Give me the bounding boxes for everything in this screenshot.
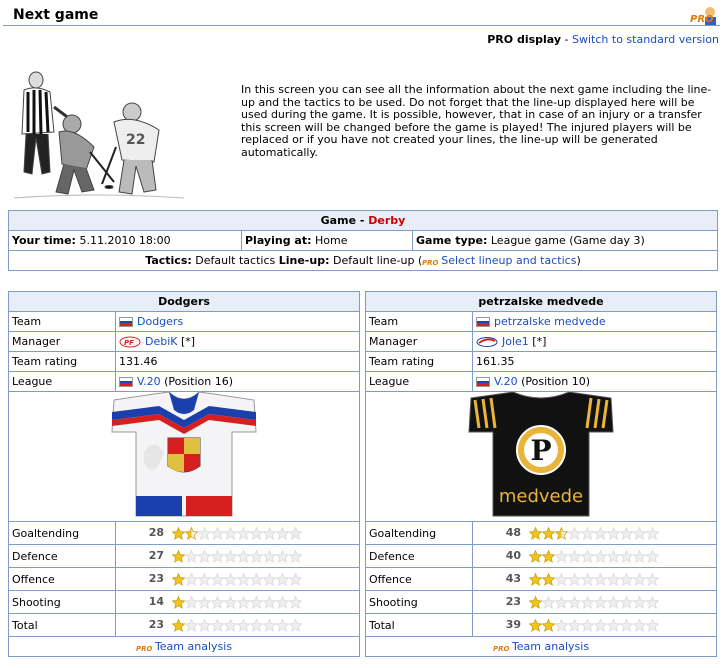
away-team-table [365, 291, 717, 657]
star-icon [185, 596, 198, 609]
star-icon [646, 527, 659, 540]
star-icon [594, 573, 607, 586]
svg-text:P: P [530, 434, 552, 467]
total-label: Total [9, 614, 116, 637]
lineup-value: Default line-up ( [332, 254, 423, 267]
star-icon [263, 550, 276, 563]
star-icon [529, 527, 542, 540]
shooting-label: Shooting [9, 591, 116, 614]
star-icon [289, 527, 302, 540]
star-icon [276, 550, 289, 563]
defence-value: 27 [148, 549, 164, 563]
playing-at-cell: Playing at: Home [242, 231, 413, 251]
intro-text: In this screen you can see all the information about the next game including the line-up and the tactics to be used. Do not forget that the line-up displayed here will be used during the game. It is possible, however, that in case of an injury or a transfer this screen will be changed before the game is played! The injured players will be replaced or if you have not created your lines, the line-up will be generated automatically. [241, 83, 712, 159]
star-icon [250, 619, 263, 632]
offence-label: Offence [9, 568, 116, 591]
league-link[interactable]: V.20 [137, 375, 161, 388]
manager-logo-icon [119, 336, 141, 348]
team-analysis-link[interactable]: Team analysis [511, 640, 590, 653]
star-icon [542, 619, 555, 632]
star-icon [172, 619, 185, 632]
offence-value: 43 [505, 572, 521, 586]
star-icon [555, 596, 568, 609]
team-jersey-image [461, 392, 621, 518]
star-icon [198, 527, 211, 540]
star-icon [529, 596, 542, 609]
star-icon [581, 619, 594, 632]
star-icon [276, 527, 289, 540]
league-link[interactable]: V.20 [494, 375, 518, 388]
pro-icon [136, 642, 152, 653]
league-position: (Position 16) [164, 375, 234, 388]
star-icon [594, 550, 607, 563]
goaltending-label: Goaltending [366, 522, 473, 545]
star-icon [224, 619, 237, 632]
star-icon [646, 573, 659, 586]
your-time-value: 5.11.2010 18:00 [79, 234, 171, 247]
star-icon [263, 527, 276, 540]
svg-text:PRO: PRO [422, 258, 439, 267]
slovakia-flag-icon [119, 377, 133, 387]
shooting-value: 14 [148, 595, 164, 609]
star-icon [263, 573, 276, 586]
star-icon [555, 550, 568, 563]
star-icon [529, 573, 542, 586]
tactics-cell: Tactics: Default tactics Line-up: Default line-up ( PRO Select lineup and tactics) [9, 251, 718, 271]
star-icon [633, 619, 646, 632]
svg-text:PRO: PRO [492, 644, 509, 653]
star-icon [594, 596, 607, 609]
team-label: Team [366, 312, 473, 332]
star-icon [172, 550, 185, 563]
your-time-cell: Your time: 5.11.2010 18:00 [9, 231, 242, 251]
team-name-header: petrzalske medvede [366, 292, 717, 312]
team-link[interactable]: Dodgers [137, 315, 184, 328]
hockey-faceoff-illustration [14, 52, 184, 202]
game-title: Game - Derby [9, 211, 718, 231]
slovakia-flag-icon [476, 317, 490, 327]
star-icon [289, 596, 302, 609]
rating-stars [529, 550, 659, 563]
manager-label: Manager [9, 332, 116, 352]
star-icon [211, 573, 224, 586]
offence-label: Offence [366, 568, 473, 591]
total-value: 39 [505, 618, 521, 632]
svg-text:PRO: PRO [690, 14, 714, 25]
star-icon [198, 596, 211, 609]
svg-text:PRO: PRO [135, 644, 152, 653]
star-icon [529, 619, 542, 632]
rating-stars [529, 527, 659, 540]
star-icon [620, 573, 633, 586]
star-icon [224, 596, 237, 609]
star-icon [237, 573, 250, 586]
team-link[interactable]: petrzalske medvede [494, 315, 606, 328]
star-icon [542, 573, 555, 586]
jersey-cell [366, 392, 717, 522]
team-label: Team [9, 312, 116, 332]
star-icon [237, 596, 250, 609]
team-rating-value: 161.35 [473, 352, 717, 372]
star-icon [620, 619, 633, 632]
star-icon [620, 596, 633, 609]
star-icon [198, 550, 211, 563]
game-type-value: League game (Game day 3) [490, 234, 645, 247]
star-icon [633, 527, 646, 540]
pro-icon [422, 256, 438, 267]
star-icon [211, 527, 224, 540]
star-icon [542, 550, 555, 563]
star-icon [594, 527, 607, 540]
display-mode-bar [487, 33, 719, 46]
star-icon [542, 596, 555, 609]
pro-icon [688, 5, 718, 25]
display-mode-label: PRO display [487, 33, 562, 46]
star-icon [568, 573, 581, 586]
star-icon [172, 573, 185, 586]
star-icon [555, 527, 568, 540]
team-analysis-cell [9, 637, 360, 657]
team-analysis-cell [366, 637, 717, 657]
star-icon [276, 573, 289, 586]
star-icon [237, 550, 250, 563]
star-icon [185, 550, 198, 563]
star-icon [185, 573, 198, 586]
star-icon [172, 596, 185, 609]
star-icon [224, 573, 237, 586]
star-icon [620, 527, 633, 540]
rating-stars [172, 596, 302, 609]
team-rating-label: Team rating [9, 352, 116, 372]
star-icon [289, 619, 302, 632]
star-icon [529, 550, 542, 563]
star-icon [555, 619, 568, 632]
page-header [3, 3, 720, 26]
rating-stars [529, 619, 659, 632]
star-icon [607, 573, 620, 586]
manager-link[interactable]: Jole1 [502, 335, 529, 348]
star-icon [555, 573, 568, 586]
slovakia-flag-icon [119, 317, 133, 327]
star-icon [581, 596, 594, 609]
pro-icon [493, 642, 509, 653]
star-icon [568, 527, 581, 540]
star-icon [198, 619, 211, 632]
rating-stars [172, 619, 302, 632]
star-icon [568, 619, 581, 632]
star-icon [224, 550, 237, 563]
tactics-value: Default tactics [195, 254, 276, 267]
offence-value: 23 [148, 572, 164, 586]
separator: - [561, 33, 573, 46]
star-icon [607, 527, 620, 540]
star-icon [237, 527, 250, 540]
league-label: League [366, 372, 473, 392]
star-icon [581, 573, 594, 586]
league-label: League [9, 372, 116, 392]
total-label: Total [366, 614, 473, 637]
star-icon [568, 596, 581, 609]
star-icon [172, 527, 185, 540]
svg-text:22: 22 [126, 132, 146, 148]
star-icon [250, 573, 263, 586]
star-icon [594, 619, 607, 632]
game-name: Derby [368, 214, 406, 227]
star-icon [211, 550, 224, 563]
star-icon [646, 596, 659, 609]
switch-standard-link[interactable]: Switch to standard version [572, 33, 719, 46]
game-type-cell: Game type: League game (Game day 3) [413, 231, 718, 251]
rating-stars [529, 596, 659, 609]
star-icon [237, 619, 250, 632]
star-icon [620, 550, 633, 563]
playing-at-value: Home [314, 234, 348, 247]
star-icon [581, 550, 594, 563]
rating-stars [172, 527, 302, 540]
star-icon [581, 527, 594, 540]
rating-stars [529, 573, 659, 586]
page-title: Next game [13, 7, 99, 23]
star-icon [607, 619, 620, 632]
slovakia-flag-icon [476, 377, 490, 387]
star-icon [185, 619, 198, 632]
team-name-header: Dodgers [9, 292, 360, 312]
star-icon [211, 596, 224, 609]
team-rating-label: Team rating [366, 352, 473, 372]
defence-label: Defence [9, 545, 116, 568]
defence-value: 40 [505, 549, 521, 563]
svg-text:PF: PF [124, 339, 134, 347]
star-icon [250, 596, 263, 609]
star-icon [289, 550, 302, 563]
star-icon [250, 527, 263, 540]
manager-label: Manager [366, 332, 473, 352]
star-icon [542, 527, 555, 540]
star-icon [224, 527, 237, 540]
select-lineup-link[interactable]: Select lineup and tactics [441, 254, 577, 267]
star-icon [607, 596, 620, 609]
manager-logo-icon [476, 336, 498, 348]
star-icon [211, 619, 224, 632]
jersey-text: medvede [498, 486, 584, 507]
star-icon [633, 596, 646, 609]
star-icon [263, 596, 276, 609]
goaltending-value: 28 [148, 526, 164, 540]
home-team-table [8, 291, 360, 657]
star-icon [633, 573, 646, 586]
star-icon [250, 550, 263, 563]
manager-suffix: [*] [181, 335, 196, 348]
manager-suffix: [*] [532, 335, 547, 348]
rating-stars [172, 550, 302, 563]
jersey-cell [9, 392, 360, 522]
shooting-label: Shooting [366, 591, 473, 614]
defence-label: Defence [366, 545, 473, 568]
star-icon [185, 527, 198, 540]
star-icon [633, 550, 646, 563]
rating-stars [172, 573, 302, 586]
star-icon [198, 573, 211, 586]
star-icon [646, 619, 659, 632]
star-icon [568, 550, 581, 563]
team-rating-value: 131.46 [116, 352, 360, 372]
star-icon [289, 573, 302, 586]
star-icon [646, 550, 659, 563]
star-icon [607, 550, 620, 563]
goaltending-value: 48 [505, 526, 521, 540]
star-icon [276, 619, 289, 632]
team-analysis-link[interactable]: Team analysis [154, 640, 233, 653]
goaltending-label: Goaltending [9, 522, 116, 545]
manager-link[interactable]: DebiK [145, 335, 178, 348]
game-info-table [8, 210, 718, 271]
total-value: 23 [148, 618, 164, 632]
star-icon [263, 619, 276, 632]
shooting-value: 23 [505, 595, 521, 609]
league-position: (Position 10) [521, 375, 591, 388]
star-icon [276, 596, 289, 609]
team-jersey-image [104, 392, 264, 518]
